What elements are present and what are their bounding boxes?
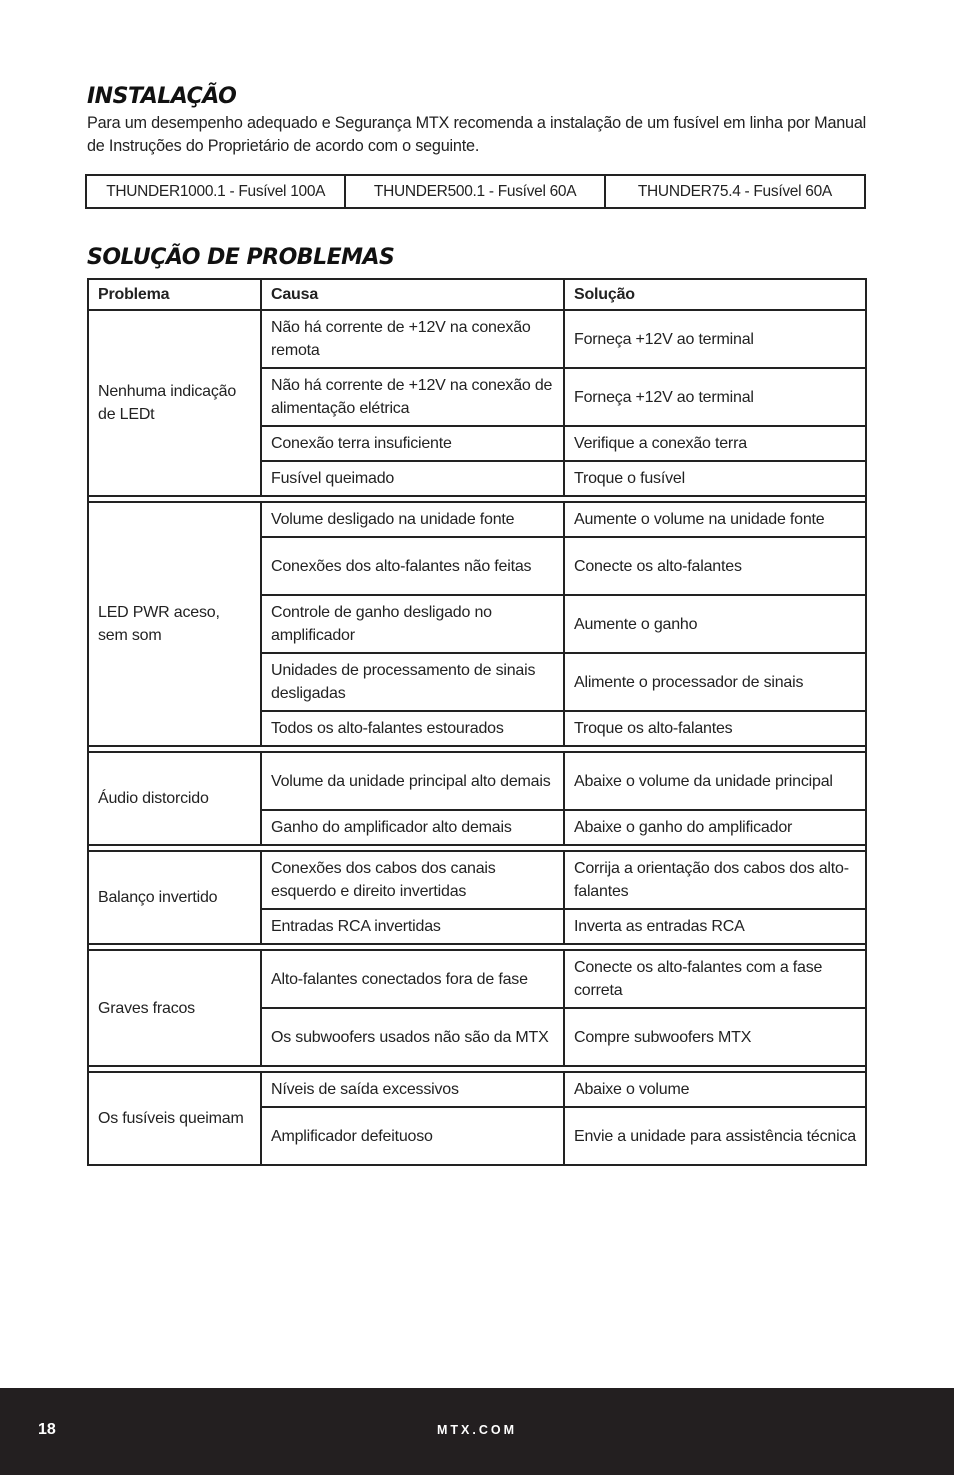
problem-cell: Graves fracos: [88, 950, 261, 1066]
solution-cell: Conecte os alto-falantes com a fase correta: [564, 950, 866, 1008]
header-cause: Causa: [261, 279, 564, 310]
cause-cell: Não há corrente de +12V na conexão remota: [261, 310, 564, 368]
cause-cell: Volume da unidade principal alto demais: [261, 752, 564, 810]
solution-cell: Abaixe o ganho do amplificador: [564, 810, 866, 845]
troubleshooting-heading: SOLUÇÃO DE PROBLEMAS: [87, 245, 395, 270]
table-row: [88, 851, 866, 909]
cause-cell: Volume desligado na unidade fonte: [261, 502, 564, 537]
table-row: [88, 310, 866, 368]
solution-cell: Forneça +12V ao terminal: [564, 310, 866, 368]
cause-cell: Todos os alto-falantes estourados: [261, 711, 564, 746]
solution-cell: Verifique a conexão terra: [564, 426, 866, 461]
installation-intro: Para um desempenho adequado e Segurança MTX recomenda a instalação de um fusível em linha por Manual de Instruções do Proprietário de acordo com o seguinte.: [87, 114, 867, 155]
cause-cell: Fusível queimado: [261, 461, 564, 496]
fuse-cell: THUNDER500.1 - Fusível 60A: [345, 175, 604, 208]
troubleshooting-table: [87, 278, 867, 1166]
installation-heading: INSTALAÇÃO: [87, 84, 237, 109]
solution-cell: Forneça +12V ao terminal: [564, 368, 866, 426]
problem-cell: LED PWR aceso, sem som: [88, 502, 261, 746]
fuse-cell: THUNDER1000.1 - Fusível 100A: [86, 175, 345, 208]
problem-cell: Balanço invertido: [88, 851, 261, 944]
cause-cell: Os subwoofers usados não são da MTX: [261, 1008, 564, 1066]
problem-cell: Os fusíveis queimam: [88, 1072, 261, 1165]
page-number: 18: [38, 1421, 56, 1438]
cause-cell: Entradas RCA invertidas: [261, 909, 564, 944]
header-problem: Problema: [88, 279, 261, 310]
solution-cell: Compre subwoofers MTX: [564, 1008, 866, 1066]
table-row: [88, 752, 866, 810]
cause-cell: Níveis de saída excessivos: [261, 1072, 564, 1107]
cause-cell: Não há corrente de +12V na conexão de alimentação elétrica: [261, 368, 564, 426]
website-label: MTX.COM: [436, 1423, 518, 1437]
problem-cell: Áudio distorcido: [88, 752, 261, 845]
solution-cell: Troque os alto-falantes: [564, 711, 866, 746]
cause-cell: Ganho do amplificador alto demais: [261, 810, 564, 845]
fuse-table: [85, 174, 866, 209]
table-row: [88, 502, 866, 537]
solution-cell: Corrija a orientação dos cabos dos alto-falantes: [564, 851, 866, 909]
table-header-row: [88, 279, 866, 310]
cause-cell: Controle de ganho desligado no amplificador: [261, 595, 564, 653]
solution-cell: Aumente o volume na unidade fonte: [564, 502, 866, 537]
solution-cell: Troque o fusível: [564, 461, 866, 496]
table-row: [88, 1072, 866, 1107]
solution-cell: Abaixe o volume: [564, 1072, 866, 1107]
cause-cell: Unidades de processamento de sinais desligadas: [261, 653, 564, 711]
solution-cell: Conecte os alto-falantes: [564, 537, 866, 595]
cause-cell: Conexão terra insuficiente: [261, 426, 564, 461]
cause-cell: Alto-falantes conectados fora de fase: [261, 950, 564, 1008]
fuse-cell: THUNDER75.4 - Fusível 60A: [605, 175, 865, 208]
solution-cell: Abaixe o volume da unidade principal: [564, 752, 866, 810]
table-row: [88, 950, 866, 1008]
solution-cell: Aumente o ganho: [564, 595, 866, 653]
solution-cell: Envie a unidade para assistência técnica: [564, 1107, 866, 1165]
header-solution: Solução: [564, 279, 866, 310]
page-footer: [0, 1388, 954, 1475]
cause-cell: Conexões dos cabos dos canais esquerdo e direito invertidas: [261, 851, 564, 909]
cause-cell: Conexões dos alto-falantes não feitas: [261, 537, 564, 595]
solution-cell: Inverta as entradas RCA: [564, 909, 866, 944]
problem-cell: Nenhuma indicação de LEDt: [88, 310, 261, 496]
cause-cell: Amplificador defeituoso: [261, 1107, 564, 1165]
solution-cell: Alimente o processador de sinais: [564, 653, 866, 711]
